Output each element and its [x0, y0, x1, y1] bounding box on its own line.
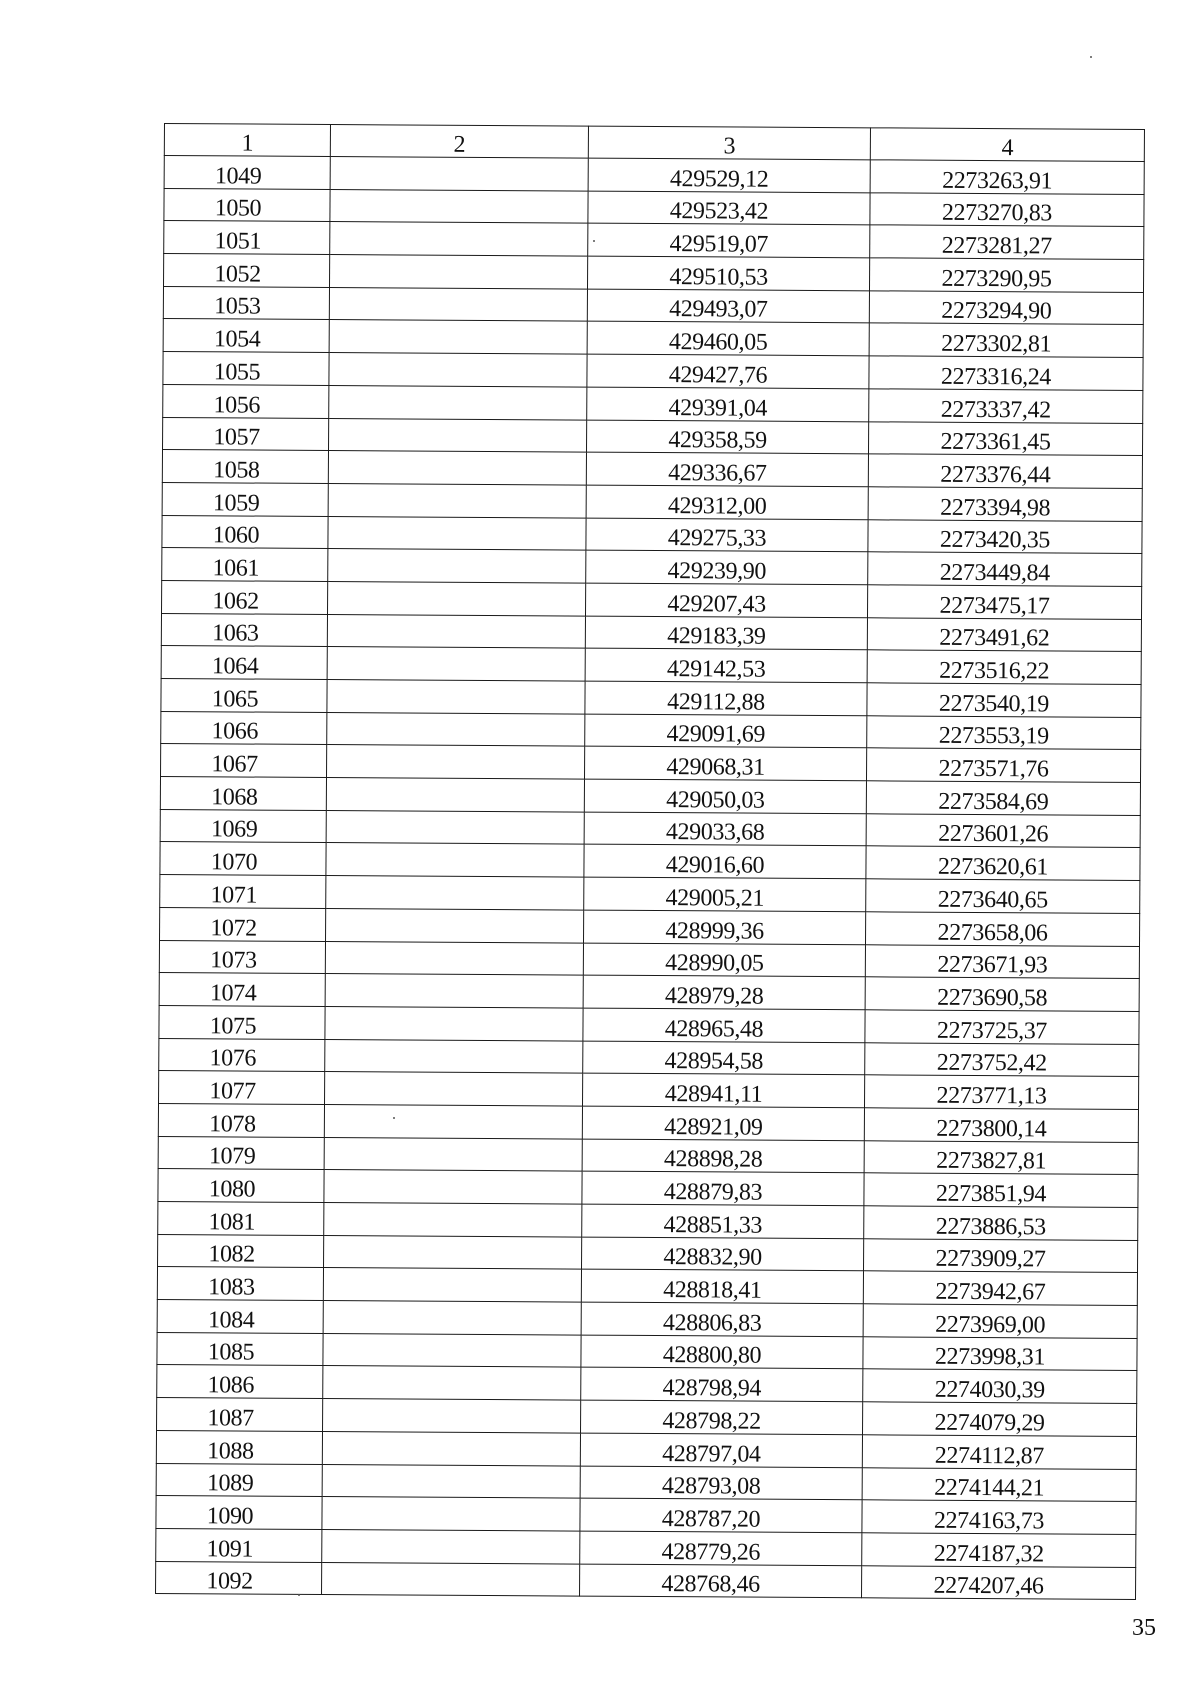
- point-number-cell: 1080: [158, 1169, 324, 1203]
- x-coordinate-cell: 429033,68: [584, 812, 866, 846]
- x-coordinate-cell: 429091,69: [585, 714, 867, 748]
- description-cell: [326, 810, 584, 844]
- point-number-cell: 1054: [163, 319, 329, 353]
- y-coordinate-cell: 2273658,06: [865, 912, 1139, 946]
- x-coordinate-cell: 428879,83: [582, 1171, 864, 1205]
- x-coordinate-cell: 429493,07: [587, 289, 869, 323]
- point-number-cell: 1071: [160, 875, 326, 909]
- point-number-cell: 1066: [161, 711, 327, 745]
- y-coordinate-cell: 2273640,65: [866, 879, 1140, 913]
- scan-speck: [393, 1117, 395, 1119]
- x-coordinate-cell: 429207,43: [585, 583, 867, 617]
- point-number-cell: 1084: [157, 1300, 323, 1334]
- point-number-cell: 1073: [159, 940, 325, 974]
- description-cell: [327, 680, 585, 714]
- point-number-cell: 1069: [160, 809, 326, 843]
- y-coordinate-cell: 2273800,14: [864, 1108, 1138, 1142]
- y-coordinate-cell: 2274163,73: [862, 1500, 1136, 1534]
- y-coordinate-cell: 2273620,61: [866, 846, 1140, 880]
- table-body: [156, 156, 1145, 1600]
- point-number-cell: 1092: [156, 1561, 322, 1595]
- y-coordinate-cell: 2273449,84: [868, 552, 1142, 586]
- y-coordinate-cell: 2273998,31: [863, 1337, 1137, 1371]
- description-cell: [329, 353, 587, 387]
- x-coordinate-cell: 429183,39: [585, 616, 867, 650]
- y-coordinate-cell: 2273827,81: [864, 1140, 1138, 1174]
- y-coordinate-cell: 2274079,29: [863, 1402, 1137, 1436]
- description-cell: [329, 418, 587, 452]
- y-coordinate-cell: 2273725,37: [865, 1010, 1139, 1044]
- description-cell: [328, 451, 586, 485]
- coordinates-table: [155, 123, 1145, 1600]
- x-coordinate-cell: 428898,28: [582, 1139, 864, 1173]
- x-coordinate-cell: 429523,42: [588, 191, 870, 225]
- y-coordinate-cell: 2273420,35: [868, 519, 1142, 553]
- point-number-cell: 1091: [156, 1528, 322, 1562]
- point-number-cell: 1060: [162, 515, 328, 549]
- point-number-cell: 1083: [157, 1267, 323, 1301]
- description-cell: [330, 157, 588, 191]
- x-coordinate-cell: 428832,90: [582, 1237, 864, 1271]
- x-coordinate-cell: 429519,07: [588, 223, 870, 257]
- column-header-1: 1: [164, 124, 330, 157]
- y-coordinate-cell: 2273540,19: [867, 683, 1141, 717]
- y-coordinate-cell: 2273270,83: [870, 193, 1144, 227]
- x-coordinate-cell: 429275,33: [586, 518, 868, 552]
- x-coordinate-cell: 428797,04: [580, 1433, 862, 1467]
- x-coordinate-cell: 428798,22: [581, 1400, 863, 1434]
- point-number-cell: 1055: [163, 352, 329, 386]
- x-coordinate-cell: 428787,20: [580, 1498, 862, 1532]
- y-coordinate-cell: 2273361,45: [868, 421, 1142, 455]
- x-coordinate-cell: 429460,05: [587, 322, 869, 356]
- y-coordinate-cell: 2273851,94: [864, 1173, 1138, 1207]
- x-coordinate-cell: 429510,53: [587, 256, 869, 290]
- description-cell: [325, 1039, 583, 1073]
- point-number-cell: 1056: [163, 384, 329, 418]
- description-cell: [326, 843, 584, 877]
- point-number-cell: 1081: [158, 1201, 324, 1235]
- point-number-cell: 1090: [156, 1496, 322, 1530]
- y-coordinate-cell: 2273969,00: [863, 1304, 1137, 1338]
- description-cell: [328, 516, 586, 550]
- description-cell: [327, 647, 585, 681]
- y-coordinate-cell: 2273752,42: [865, 1042, 1139, 1076]
- description-cell: [324, 1170, 582, 1204]
- point-number-cell: 1064: [161, 646, 327, 680]
- x-coordinate-cell: 429391,04: [587, 387, 869, 421]
- description-cell: [326, 876, 584, 910]
- description-cell: [325, 974, 583, 1008]
- point-number-cell: 1068: [160, 777, 326, 811]
- description-cell: [323, 1268, 581, 1302]
- description-cell: [325, 1072, 583, 1106]
- description-cell: [329, 320, 587, 354]
- point-number-cell: 1079: [158, 1136, 324, 1170]
- point-number-cell: 1062: [162, 580, 328, 614]
- scan-speck: [593, 240, 595, 242]
- point-number-cell: 1078: [158, 1103, 324, 1137]
- y-coordinate-cell: 2273886,53: [864, 1206, 1138, 1240]
- x-coordinate-cell: 428800,80: [581, 1335, 863, 1369]
- y-coordinate-cell: 2274207,46: [862, 1565, 1136, 1599]
- x-coordinate-cell: 428979,28: [583, 975, 865, 1009]
- description-cell: [328, 549, 586, 583]
- description-cell: [330, 189, 588, 223]
- description-cell: [324, 1104, 582, 1138]
- point-number-cell: 1057: [163, 417, 329, 451]
- point-number-cell: 1085: [157, 1332, 323, 1366]
- column-header-4: 4: [870, 128, 1144, 162]
- description-cell: [322, 1431, 580, 1465]
- x-coordinate-cell: 429016,60: [584, 845, 866, 879]
- description-cell: [322, 1497, 580, 1531]
- point-number-cell: 1059: [162, 482, 328, 516]
- y-coordinate-cell: 2274030,39: [863, 1369, 1137, 1403]
- x-coordinate-cell: 428921,09: [582, 1106, 864, 1140]
- point-number-cell: 1086: [157, 1365, 323, 1399]
- x-coordinate-cell: 429050,03: [584, 779, 866, 813]
- x-coordinate-cell: 428941,11: [583, 1073, 865, 1107]
- y-coordinate-cell: 2273671,93: [865, 944, 1139, 978]
- point-number-cell: 1058: [162, 450, 328, 484]
- y-coordinate-cell: 2273553,19: [867, 715, 1141, 749]
- point-number-cell: 1088: [156, 1430, 322, 1464]
- point-number-cell: 1087: [157, 1398, 323, 1432]
- table-row: [156, 1561, 1136, 1600]
- point-number-cell: 1063: [161, 613, 327, 647]
- column-header-2: 2: [330, 125, 588, 159]
- x-coordinate-cell: 428999,36: [584, 910, 866, 944]
- y-coordinate-cell: 2274112,87: [862, 1435, 1136, 1469]
- point-number-cell: 1061: [162, 548, 328, 582]
- point-number-cell: 1082: [158, 1234, 324, 1268]
- scan-speck: [298, 1594, 300, 1596]
- x-coordinate-cell: 428818,41: [581, 1269, 863, 1303]
- description-cell: [323, 1333, 581, 1367]
- point-number-cell: 1077: [159, 1071, 325, 1105]
- description-cell: [324, 1137, 582, 1171]
- x-coordinate-cell: 428768,46: [580, 1564, 862, 1598]
- point-number-cell: 1075: [159, 1005, 325, 1039]
- description-cell: [323, 1301, 581, 1335]
- x-coordinate-cell: 428954,58: [583, 1041, 865, 1075]
- x-coordinate-cell: 429529,12: [588, 158, 870, 192]
- description-cell: [327, 745, 585, 779]
- x-coordinate-cell: 428806,83: [581, 1302, 863, 1336]
- description-cell: [324, 1202, 582, 1236]
- description-cell: [329, 385, 587, 419]
- description-cell: [323, 1366, 581, 1400]
- x-coordinate-cell: 429239,90: [586, 550, 868, 584]
- y-coordinate-cell: 2274187,32: [862, 1533, 1136, 1567]
- point-number-cell: 1065: [161, 678, 327, 712]
- y-coordinate-cell: 2273909,27: [863, 1238, 1137, 1272]
- description-cell: [322, 1464, 580, 1498]
- description-cell: [327, 614, 585, 648]
- x-coordinate-cell: 428779,26: [580, 1531, 862, 1565]
- y-coordinate-cell: 2273491,62: [867, 617, 1141, 651]
- point-number-cell: 1072: [160, 907, 326, 941]
- description-cell: [326, 778, 584, 812]
- y-coordinate-cell: 2273281,27: [870, 225, 1144, 259]
- x-coordinate-cell: 429112,88: [585, 681, 867, 715]
- y-coordinate-cell: 2273294,90: [869, 291, 1143, 325]
- point-number-cell: 1052: [164, 254, 330, 288]
- x-coordinate-cell: 429068,31: [584, 746, 866, 780]
- y-coordinate-cell: 2273376,44: [868, 454, 1142, 488]
- point-number-cell: 1050: [164, 188, 330, 222]
- description-cell: [325, 1006, 583, 1040]
- description-cell: [328, 483, 586, 517]
- y-coordinate-cell: 2273690,58: [865, 977, 1139, 1011]
- page-number: 35: [1132, 1615, 1156, 1641]
- x-coordinate-cell: 429312,00: [586, 485, 868, 519]
- description-cell: [322, 1529, 580, 1563]
- x-coordinate-cell: 428793,08: [580, 1466, 862, 1500]
- description-cell: [325, 941, 583, 975]
- y-coordinate-cell: 2273394,98: [868, 487, 1142, 521]
- point-number-cell: 1070: [160, 842, 326, 876]
- point-number-cell: 1067: [161, 744, 327, 778]
- y-coordinate-cell: 2273771,13: [864, 1075, 1138, 1109]
- y-coordinate-cell: 2273290,95: [869, 258, 1143, 292]
- point-number-cell: 1053: [163, 286, 329, 320]
- x-coordinate-cell: 428965,48: [583, 1008, 865, 1042]
- x-coordinate-cell: 429336,67: [586, 452, 868, 486]
- point-number-cell: 1089: [156, 1463, 322, 1497]
- description-cell: [327, 712, 585, 746]
- y-coordinate-cell: 2273571,76: [866, 748, 1140, 782]
- x-coordinate-cell: 429427,76: [587, 354, 869, 388]
- description-cell: [328, 581, 586, 615]
- y-coordinate-cell: 2273601,26: [866, 814, 1140, 848]
- point-number-cell: 1049: [164, 156, 330, 190]
- y-coordinate-cell: 2273475,17: [867, 585, 1141, 619]
- description-cell: [323, 1399, 581, 1433]
- column-header-3: 3: [588, 126, 870, 160]
- description-cell: [326, 908, 584, 942]
- y-coordinate-cell: 2273942,67: [863, 1271, 1137, 1305]
- x-coordinate-cell: 429358,59: [586, 420, 868, 454]
- y-coordinate-cell: 2273263,91: [870, 160, 1144, 194]
- x-coordinate-cell: 428851,33: [582, 1204, 864, 1238]
- x-coordinate-cell: 429142,53: [585, 648, 867, 682]
- y-coordinate-cell: 2273302,81: [869, 323, 1143, 357]
- point-number-cell: 1074: [159, 973, 325, 1007]
- point-number-cell: 1051: [164, 221, 330, 255]
- description-cell: [322, 1562, 580, 1596]
- x-coordinate-cell: 429005,21: [584, 877, 866, 911]
- x-coordinate-cell: 428990,05: [583, 943, 865, 977]
- y-coordinate-cell: 2273516,22: [867, 650, 1141, 684]
- y-coordinate-cell: 2273337,42: [869, 389, 1143, 423]
- description-cell: [329, 287, 587, 321]
- y-coordinate-cell: 2274144,21: [862, 1467, 1136, 1501]
- description-cell: [329, 255, 587, 289]
- description-cell: [324, 1235, 582, 1269]
- y-coordinate-cell: 2273316,24: [869, 356, 1143, 390]
- x-coordinate-cell: 428798,94: [581, 1368, 863, 1402]
- y-coordinate-cell: 2273584,69: [866, 781, 1140, 815]
- scan-speck: [1090, 56, 1092, 58]
- point-number-cell: 1076: [159, 1038, 325, 1072]
- description-cell: [330, 222, 588, 256]
